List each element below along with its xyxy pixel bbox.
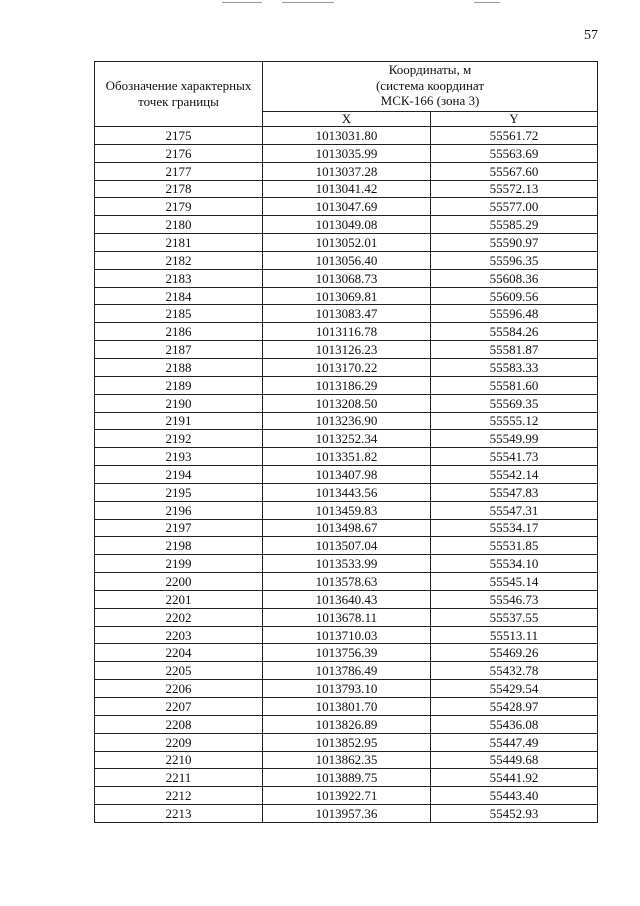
point-cell: 2175 [95,127,263,145]
x-coordinate-cell: 1013170.22 [263,358,431,376]
y-coordinate-cell: 55585.29 [431,216,598,234]
y-coordinate-cell: 55537.55 [431,608,598,626]
table-row [95,430,598,448]
point-cell: 2182 [95,251,263,269]
x-coordinate-cell: 1013533.99 [263,555,431,573]
y-coordinate-cell: 55429.54 [431,680,598,698]
x-coordinate-cell: 1013069.81 [263,287,431,305]
point-cell: 2192 [95,430,263,448]
table-row [95,394,598,412]
y-coordinate-cell: 55428.97 [431,698,598,716]
x-coordinate-cell: 1013083.47 [263,305,431,323]
point-cell: 2185 [95,305,263,323]
coordinates-table-body [95,127,598,823]
table-row [95,234,598,252]
point-cell: 2195 [95,483,263,501]
y-coordinate-cell: 55547.31 [431,501,598,519]
x-coordinate-cell: 1013407.98 [263,466,431,484]
table-row [95,251,598,269]
x-coordinate-cell: 1013035.99 [263,144,431,162]
y-coordinate-cell: 55563.69 [431,144,598,162]
table-row [95,198,598,216]
table-row [95,573,598,591]
y-coordinate-cell: 55541.73 [431,448,598,466]
y-coordinate-cell: 55581.60 [431,376,598,394]
table-row [95,323,598,341]
x-coordinate-cell: 1013041.42 [263,180,431,198]
x-coordinate-cell: 1013236.90 [263,412,431,430]
table-row [95,341,598,359]
table-row [95,698,598,716]
table-row [95,751,598,769]
table-row [95,555,598,573]
table-row [95,680,598,698]
point-cell: 2178 [95,180,263,198]
y-coordinate-cell: 55531.85 [431,537,598,555]
point-cell: 2204 [95,644,263,662]
x-coordinate-cell: 1013031.80 [263,127,431,145]
table-row [95,662,598,680]
table-row [95,376,598,394]
table-row [95,537,598,555]
point-cell: 2203 [95,626,263,644]
point-cell: 2209 [95,733,263,751]
point-cell: 2208 [95,715,263,733]
y-coordinate-cell: 55534.10 [431,555,598,573]
table-row [95,358,598,376]
point-cell: 2180 [95,216,263,234]
scan-artifact [282,2,334,3]
y-coordinate-cell: 55584.26 [431,323,598,341]
y-coordinate-cell: 55609.56 [431,287,598,305]
point-cell: 2189 [95,376,263,394]
y-coordinate-cell: 55590.97 [431,234,598,252]
x-coordinate-cell: 1013056.40 [263,251,431,269]
y-coordinate-cell: 55572.13 [431,180,598,198]
point-cell: 2213 [95,805,263,823]
table-row [95,180,598,198]
point-cell: 2201 [95,590,263,608]
x-coordinate-cell: 1013786.49 [263,662,431,680]
x-coordinate-cell: 1013047.69 [263,198,431,216]
y-coordinate-cell: 55432.78 [431,662,598,680]
y-coordinate-cell: 55596.35 [431,251,598,269]
x-coordinate-cell: 1013710.03 [263,626,431,644]
point-cell: 2179 [95,198,263,216]
table-row [95,769,598,787]
table-row [95,144,598,162]
table-row [95,501,598,519]
y-coordinate-cell: 55534.17 [431,519,598,537]
point-cell: 2186 [95,323,263,341]
x-coordinate-cell: 1013578.63 [263,573,431,591]
y-coordinate-cell: 55542.14 [431,466,598,484]
y-column-header: Y [431,111,598,126]
table-row [95,127,598,145]
point-cell: 2210 [95,751,263,769]
x-column-header: X [263,111,431,126]
point-cell: 2181 [95,234,263,252]
x-coordinate-cell: 1013957.36 [263,805,431,823]
y-coordinate-cell: 55567.60 [431,162,598,180]
point-cell: 2196 [95,501,263,519]
x-coordinate-cell: 1013852.95 [263,733,431,751]
point-cell: 2187 [95,341,263,359]
table-row [95,216,598,234]
y-coordinate-cell: 55469.26 [431,644,598,662]
point-cell: 2190 [95,394,263,412]
point-cell: 2176 [95,144,263,162]
point-cell: 2177 [95,162,263,180]
y-coordinate-cell: 55447.49 [431,733,598,751]
point-cell: 2212 [95,787,263,805]
table-row [95,412,598,430]
point-cell: 2206 [95,680,263,698]
table-row [95,608,598,626]
y-coordinate-cell: 55608.36 [431,269,598,287]
table-row [95,805,598,823]
scan-artifact [474,2,500,3]
point-cell: 2205 [95,662,263,680]
y-coordinate-cell: 55449.68 [431,751,598,769]
point-cell: 2198 [95,537,263,555]
x-coordinate-cell: 1013756.39 [263,644,431,662]
coordinates-header-line1: Координаты, м [388,62,472,77]
y-coordinate-cell: 55441.92 [431,769,598,787]
x-coordinate-cell: 1013507.04 [263,537,431,555]
y-coordinate-cell: 55452.93 [431,805,598,823]
y-coordinate-cell: 55581.87 [431,341,598,359]
point-cell: 2194 [95,466,263,484]
x-coordinate-cell: 1013186.29 [263,376,431,394]
y-coordinate-cell: 55555.12 [431,412,598,430]
x-coordinate-cell: 1013126.23 [263,341,431,359]
y-coordinate-cell: 55549.99 [431,430,598,448]
x-coordinate-cell: 1013037.28 [263,162,431,180]
table-row [95,644,598,662]
x-coordinate-cell: 1013351.82 [263,448,431,466]
point-cell: 2199 [95,555,263,573]
table-row [95,466,598,484]
coordinates-header-line2: (система координат [375,77,485,93]
coordinates-header-line3: МСК-166 (зона 3) [380,93,480,109]
table-row [95,590,598,608]
y-coordinate-cell: 55583.33 [431,358,598,376]
y-coordinate-cell: 55443.40 [431,787,598,805]
point-cell: 2197 [95,519,263,537]
point-cell: 2188 [95,358,263,376]
x-coordinate-cell: 1013498.67 [263,519,431,537]
y-coordinate-cell: 55546.73 [431,590,598,608]
table-row [95,287,598,305]
x-coordinate-cell: 1013922.71 [263,787,431,805]
table-row [95,787,598,805]
coordinates-table [94,61,598,823]
table-row [95,715,598,733]
y-coordinate-cell: 55577.00 [431,198,598,216]
table-row [95,626,598,644]
table-row [95,305,598,323]
y-coordinate-cell: 55561.72 [431,127,598,145]
x-coordinate-cell: 1013208.50 [263,394,431,412]
point-cell: 2202 [95,608,263,626]
y-coordinate-cell: 55569.35 [431,394,598,412]
x-coordinate-cell: 1013459.83 [263,501,431,519]
y-coordinate-cell: 55436.08 [431,715,598,733]
x-coordinate-cell: 1013116.78 [263,323,431,341]
x-coordinate-cell: 1013889.75 [263,769,431,787]
table-row [95,483,598,501]
scan-artifact [222,2,262,3]
x-coordinate-cell: 1013801.70 [263,698,431,716]
coordinates-column-header [263,62,598,112]
point-cell: 2193 [95,448,263,466]
x-coordinate-cell: 1013049.08 [263,216,431,234]
point-cell: 2200 [95,573,263,591]
x-coordinate-cell: 1013678.11 [263,608,431,626]
table-row [95,519,598,537]
x-coordinate-cell: 1013068.73 [263,269,431,287]
table-row [95,733,598,751]
point-cell: 2183 [95,269,263,287]
point-cell: 2207 [95,698,263,716]
y-coordinate-cell: 55513.11 [431,626,598,644]
x-coordinate-cell: 1013793.10 [263,680,431,698]
point-column-header: Обозначение характерных точек границы [95,62,263,127]
table-row [95,448,598,466]
page-number: 57 [584,28,598,43]
x-coordinate-cell: 1013252.34 [263,430,431,448]
y-coordinate-cell: 55547.83 [431,483,598,501]
y-coordinate-cell: 55545.14 [431,573,598,591]
x-coordinate-cell: 1013443.56 [263,483,431,501]
table-row [95,269,598,287]
point-cell: 2184 [95,287,263,305]
y-coordinate-cell: 55596.48 [431,305,598,323]
x-coordinate-cell: 1013826.89 [263,715,431,733]
table-row [95,162,598,180]
point-cell: 2211 [95,769,263,787]
x-coordinate-cell: 1013640.43 [263,590,431,608]
x-coordinate-cell: 1013862.35 [263,751,431,769]
point-cell: 2191 [95,412,263,430]
x-coordinate-cell: 1013052.01 [263,234,431,252]
